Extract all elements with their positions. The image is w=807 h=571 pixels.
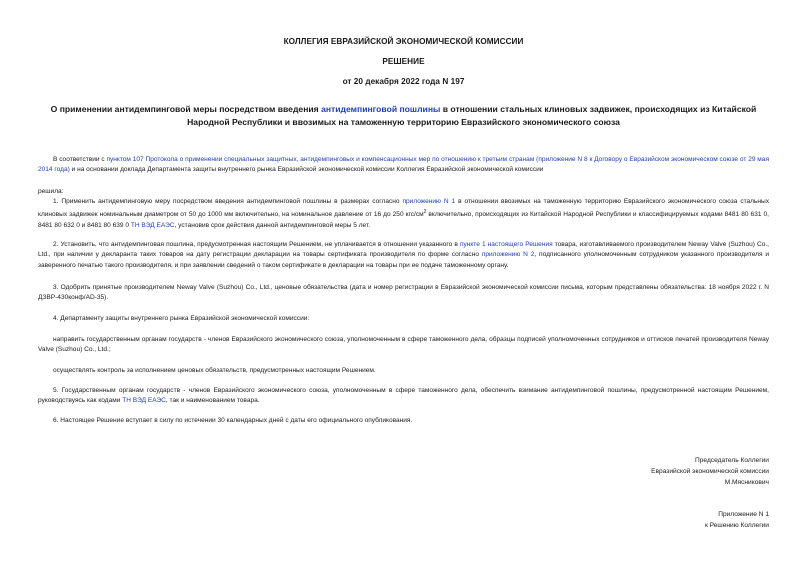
item-1-link-tnved[interactable]: ТН ВЭД ЕАЭС xyxy=(130,221,175,229)
item-6-paragraph: 6. Настоящее Решение вступает в силу по истечении 30 календарных дней с даты его официального опубликования. xyxy=(53,417,413,424)
signature-organization: Евразийской экономической комиссии xyxy=(651,467,769,475)
preamble-text-2: и на основании доклада Департамента защиты внутреннего рынка Евразийской экономической комиссии Коллегия Евразийской экономической комиссии xyxy=(69,166,544,174)
decided-label: решила: xyxy=(38,188,64,195)
document-title xyxy=(40,103,767,128)
item-2-paragraph xyxy=(38,240,769,271)
item-2-link-annex-2[interactable]: приложению N 2 xyxy=(481,251,535,259)
signature-name: М.Мясникович xyxy=(724,478,769,486)
item-2-text-3: , подписанного уполномоченным сотрудником указанного производителя и заверенного печатью такого производителя, и при заявлении сведений о таком сертификате в декларации на товары при ее подаче таможенному органу. xyxy=(38,251,769,269)
item-5-text-1: 5. Государственным органам государств - членов Евразийского экономического союза, уполномоченным в сфере таможенного дела, обеспечить взимание антидемпинговой пошлины, предусмотренной настоящим Решением, руководствуясь как кодами xyxy=(38,387,769,405)
item-1-text-1: 1. Применить антидемпинговую меру посредством введения антидемпинговой пошлины в размерах согласно xyxy=(53,198,403,205)
item-1-text-2: в отношении ввозимых на таможенную территорию Евразийского экономического союза стальных клиновых задвижек номинальным диаметром от 50 до 1000 мм включительно, на номинальное давление от 16 до 250 кгс/см xyxy=(38,198,770,219)
item-4-sub-2-paragraph: осуществлять контроль за исполнением ценовых обязательств, предусмотренных настоящим Решением. xyxy=(53,367,376,374)
item-2-link-point-1[interactable]: пункте 1 настоящего Решения xyxy=(459,241,553,248)
title-text-2: в отношении стальных клиновых задвижек, происходящих из Китайской Народной Республики и ввозимых на таможенную территорию Евразийского экономического союза xyxy=(187,104,757,127)
annex-number: Приложение N 1 xyxy=(718,511,769,518)
item-1-link-annex-1[interactable]: приложению N 1 xyxy=(402,198,456,205)
title-text-1: О применении антидемпинговой меры посредством введения xyxy=(50,104,322,114)
annex-heading xyxy=(705,510,769,532)
item-5-text-2: , так и наименованием товара. xyxy=(165,397,260,405)
doc-type-heading: РЕШЕНИЕ xyxy=(382,57,425,66)
preamble-link-protocol[interactable]: пунктом 107 Протокола о применении специальных защитных, антидемпинговых и компенсационных мер по отношению к третьим странам (приложение N 8 к Договору о Евразийском экономическом союзе от 29 мая 2014 года) xyxy=(38,156,769,174)
item-1-superscript: 2 xyxy=(423,209,427,216)
annex-reference: к Решению Коллегии xyxy=(704,521,769,529)
signature-position: Председатель Коллегии xyxy=(695,457,769,464)
item-4-sub-1-paragraph: направить государственным органам государств - членов Евразийского экономического союза, уполномоченным в сфере таможенного дела, образцы подписей уполномоченных сотрудников и оттисков печатей производителя Neway Valve (Suzhou) Co., Ltd.; xyxy=(38,336,769,354)
item-2-text-2: товара, изготавливаемого производителем Neway Valve (Suzhou) Co., Ltd., при наличии у декларанта таких товаров на дату регистрации декларации на товары сертификата производителя по форме согласно xyxy=(38,241,769,259)
date-number-heading: от 20 декабря 2022 года N 197 xyxy=(342,77,465,86)
preamble-text-1: В соответствии с xyxy=(53,156,107,163)
title-link-antidumping-duty[interactable]: антидемпинговой пошлины xyxy=(321,104,441,114)
item-5-link-tnved[interactable]: ТН ВЭД ЕАЭС xyxy=(122,397,166,405)
signature-block xyxy=(651,456,769,488)
org-heading: КОЛЛЕГИЯ ЕВРАЗИЙСКОЙ ЭКОНОМИЧЕСКОЙ КОМИССИИ xyxy=(283,37,524,46)
item-4-paragraph: 4. Департаменту защиты внутреннего рынка Евразийской экономической комиссии: xyxy=(53,315,310,322)
item-1-text-4: , установив срок действия данной антидемпинговой меры 5 лет. xyxy=(174,221,371,229)
item-2-text-1: 2. Установить, что антидемпинговая пошлина, предусмотренная настоящим Решением, не уплачивается в отношении указанного в xyxy=(53,241,460,248)
item-1-text-3: включительно, происходящих из Китайской Народной Республики и классифицируемых кодами 8481 80 631 0, 8481 80 632 0 и 8481 80 639 0 xyxy=(38,211,769,229)
preamble-paragraph xyxy=(38,155,769,176)
item-3-paragraph: 3. Одобрить принятые производителем Neway Valve (Suzhou) Co., Ltd., ценовые обязательства (дата и номер регистрации в Евразийской экономической комиссии письма, которым представлены обязательства: 18 ноября 2022 г. N ДЗВР-430конф/AD-35). xyxy=(38,284,769,302)
item-5-paragraph xyxy=(38,386,769,407)
item-1-paragraph xyxy=(38,197,769,231)
